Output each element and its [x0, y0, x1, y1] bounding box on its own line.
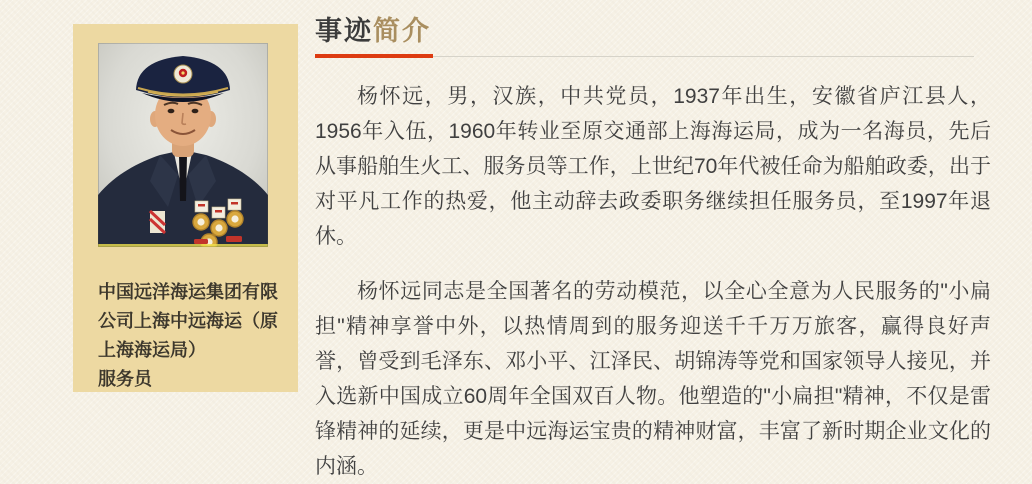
portrait-photo: [98, 43, 268, 247]
bio-paragraph-2: 杨怀远同志是全国著名的劳动模范，以全心全意为人民服务的"小扁担"精神享誉中外，以热情周到的服务迎送千千万万旅客，赢得良好声誉，曾受到毛泽东、邓小平、江泽民、胡锦涛等党和国家领导人接见，并入选新中国成立60周年全国双百人物。他塑造的"小扁担"精神，不仅是雷锋精神的延续，更是中远海运宝贵的精神财富，丰富了新时期企业文化的内涵。: [315, 280, 991, 478]
profile-caption: [98, 278, 278, 394]
title-underline: [315, 54, 974, 58]
profile-organization: 中国远洋海运集团有限公司上海中远海运（原上海海运局）: [98, 282, 278, 360]
section-header: [315, 16, 991, 58]
bio-paragraph-1: 杨怀远，男，汉族，中共党员，1937年出生，安徽省庐江县人，1956年入伍，1960年转业至原交通部上海海运局，成为一名海员，先后从事船舶生火工、服务员等工作，上世纪70年代被任命为船舶政委，出于对平凡工作的热爱，他主动辞去政委职务继续担任服务员，至1997年退休。: [315, 85, 991, 248]
section-title-primary: 事迹: [315, 16, 373, 46]
title-underline-accent: [315, 54, 433, 58]
profile-card: [73, 24, 298, 392]
section-title-secondary: 简介: [373, 16, 431, 46]
content-column: [315, 16, 991, 484]
section-title: [315, 16, 991, 46]
biography-text: [315, 79, 991, 484]
portrait-illustration: [98, 43, 268, 247]
profile-role: 服务员: [98, 369, 152, 389]
